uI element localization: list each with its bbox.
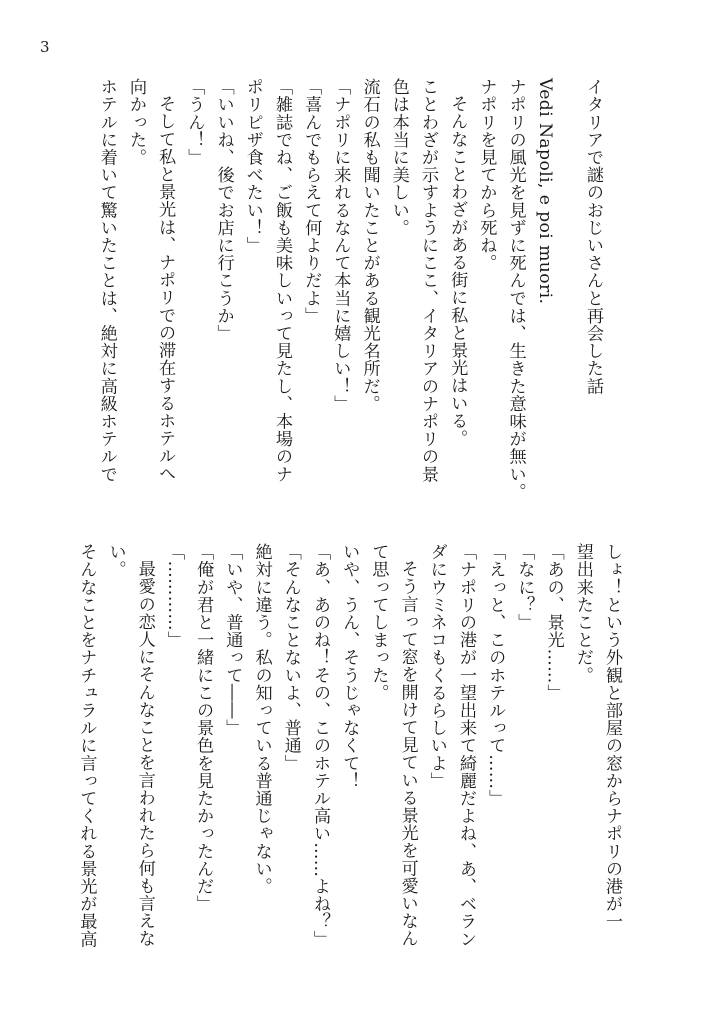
text-line: そう言って窓を開けて見ている景光を可愛いなん xyxy=(397,560,418,948)
dialogue-line: 「雑誌でね、ご飯も美味しいって見たし、本場のナ xyxy=(271,78,292,483)
dialogue-line: 「ナポリに来れるなんて本当に嬉しい！」 xyxy=(330,78,351,413)
dialogue-line: 「俺が君と一緒にこの景色を見たかったんだ」 xyxy=(193,543,214,913)
chapter-title: イタリアで謎のおじいさんと再会した話 xyxy=(583,78,603,395)
dialogue-line: 「うん！」 xyxy=(184,78,205,166)
top-text-block xyxy=(92,78,607,501)
text-line: 向かった。 xyxy=(125,78,146,166)
text-line: 流石の私も聞いたことがある観光名所だ。 xyxy=(359,78,380,413)
dialogue-line: 「ナポリの港が一望出来て綺麗だよね、あ、ベラン xyxy=(455,543,476,948)
text-line: しょ！という外観と部屋の窓からナポリの港が一 xyxy=(602,543,622,931)
dialogue-line: 「いいね、後でお店に行こうか」 xyxy=(213,78,234,342)
dialogue-line: 「あの、景光……」 xyxy=(543,543,564,702)
dialogue-line: 「喜んでもらえて何よりだよ」 xyxy=(301,78,322,325)
text-line: ダにウミネコもくるらしいよ」 xyxy=(426,543,447,790)
text-line: そんなことわざがある街に私と景光はいる。 xyxy=(447,95,468,448)
dialogue-line: 「そんなことないよ、普通」 xyxy=(280,543,301,772)
text-line: ナポリの風光を見ずに死んでは、生きた意味が無い。 xyxy=(505,78,526,501)
text-line: ナポリを見てから死ね。 xyxy=(476,78,497,272)
text-line: 絶対に違う。私の知っている普通じゃない。 xyxy=(251,543,272,895)
text-line: そんなことをナチュラルに言ってくれる景光が最高 xyxy=(76,543,97,948)
dialogue-line: 「いや、普通って――」 xyxy=(222,543,243,737)
text-line: ホテルに着いて驚いたことは、絶対に高級ホテルで xyxy=(96,78,117,483)
bottom-text-block xyxy=(71,543,626,959)
text-line: ことわざが示すようにここ、イタリアのナポリの景 xyxy=(417,78,438,483)
text-line: い。 xyxy=(105,543,126,579)
dialogue-line: 「えっと、このホテルって……」 xyxy=(485,543,506,807)
dialogue-line: 「なに？」 xyxy=(514,543,535,631)
text-line: Vedi Napoli, e poi muori. xyxy=(534,78,555,305)
dialogue-line: 「…………」 xyxy=(163,543,184,649)
text-line: いや、うん、そうじゃなくて！ xyxy=(339,543,360,790)
text-line: 色は本当に美しい。 xyxy=(388,78,409,237)
text-line: 望出来たことだ。 xyxy=(572,543,593,684)
dialogue-line: 「あ、あのね！その、このホテル高い……よね？」 xyxy=(309,543,330,948)
text-line: そして私と景光は、ナポリでの滞在するホテルへ xyxy=(155,95,176,483)
text-line: ポリピザ食べたい！」 xyxy=(242,78,263,254)
page-number: 3 xyxy=(40,38,50,56)
text-line: て思ってしまった。 xyxy=(368,543,389,702)
text-line: 最愛の恋人にそんなことを言われたら何も言えな xyxy=(134,560,155,948)
